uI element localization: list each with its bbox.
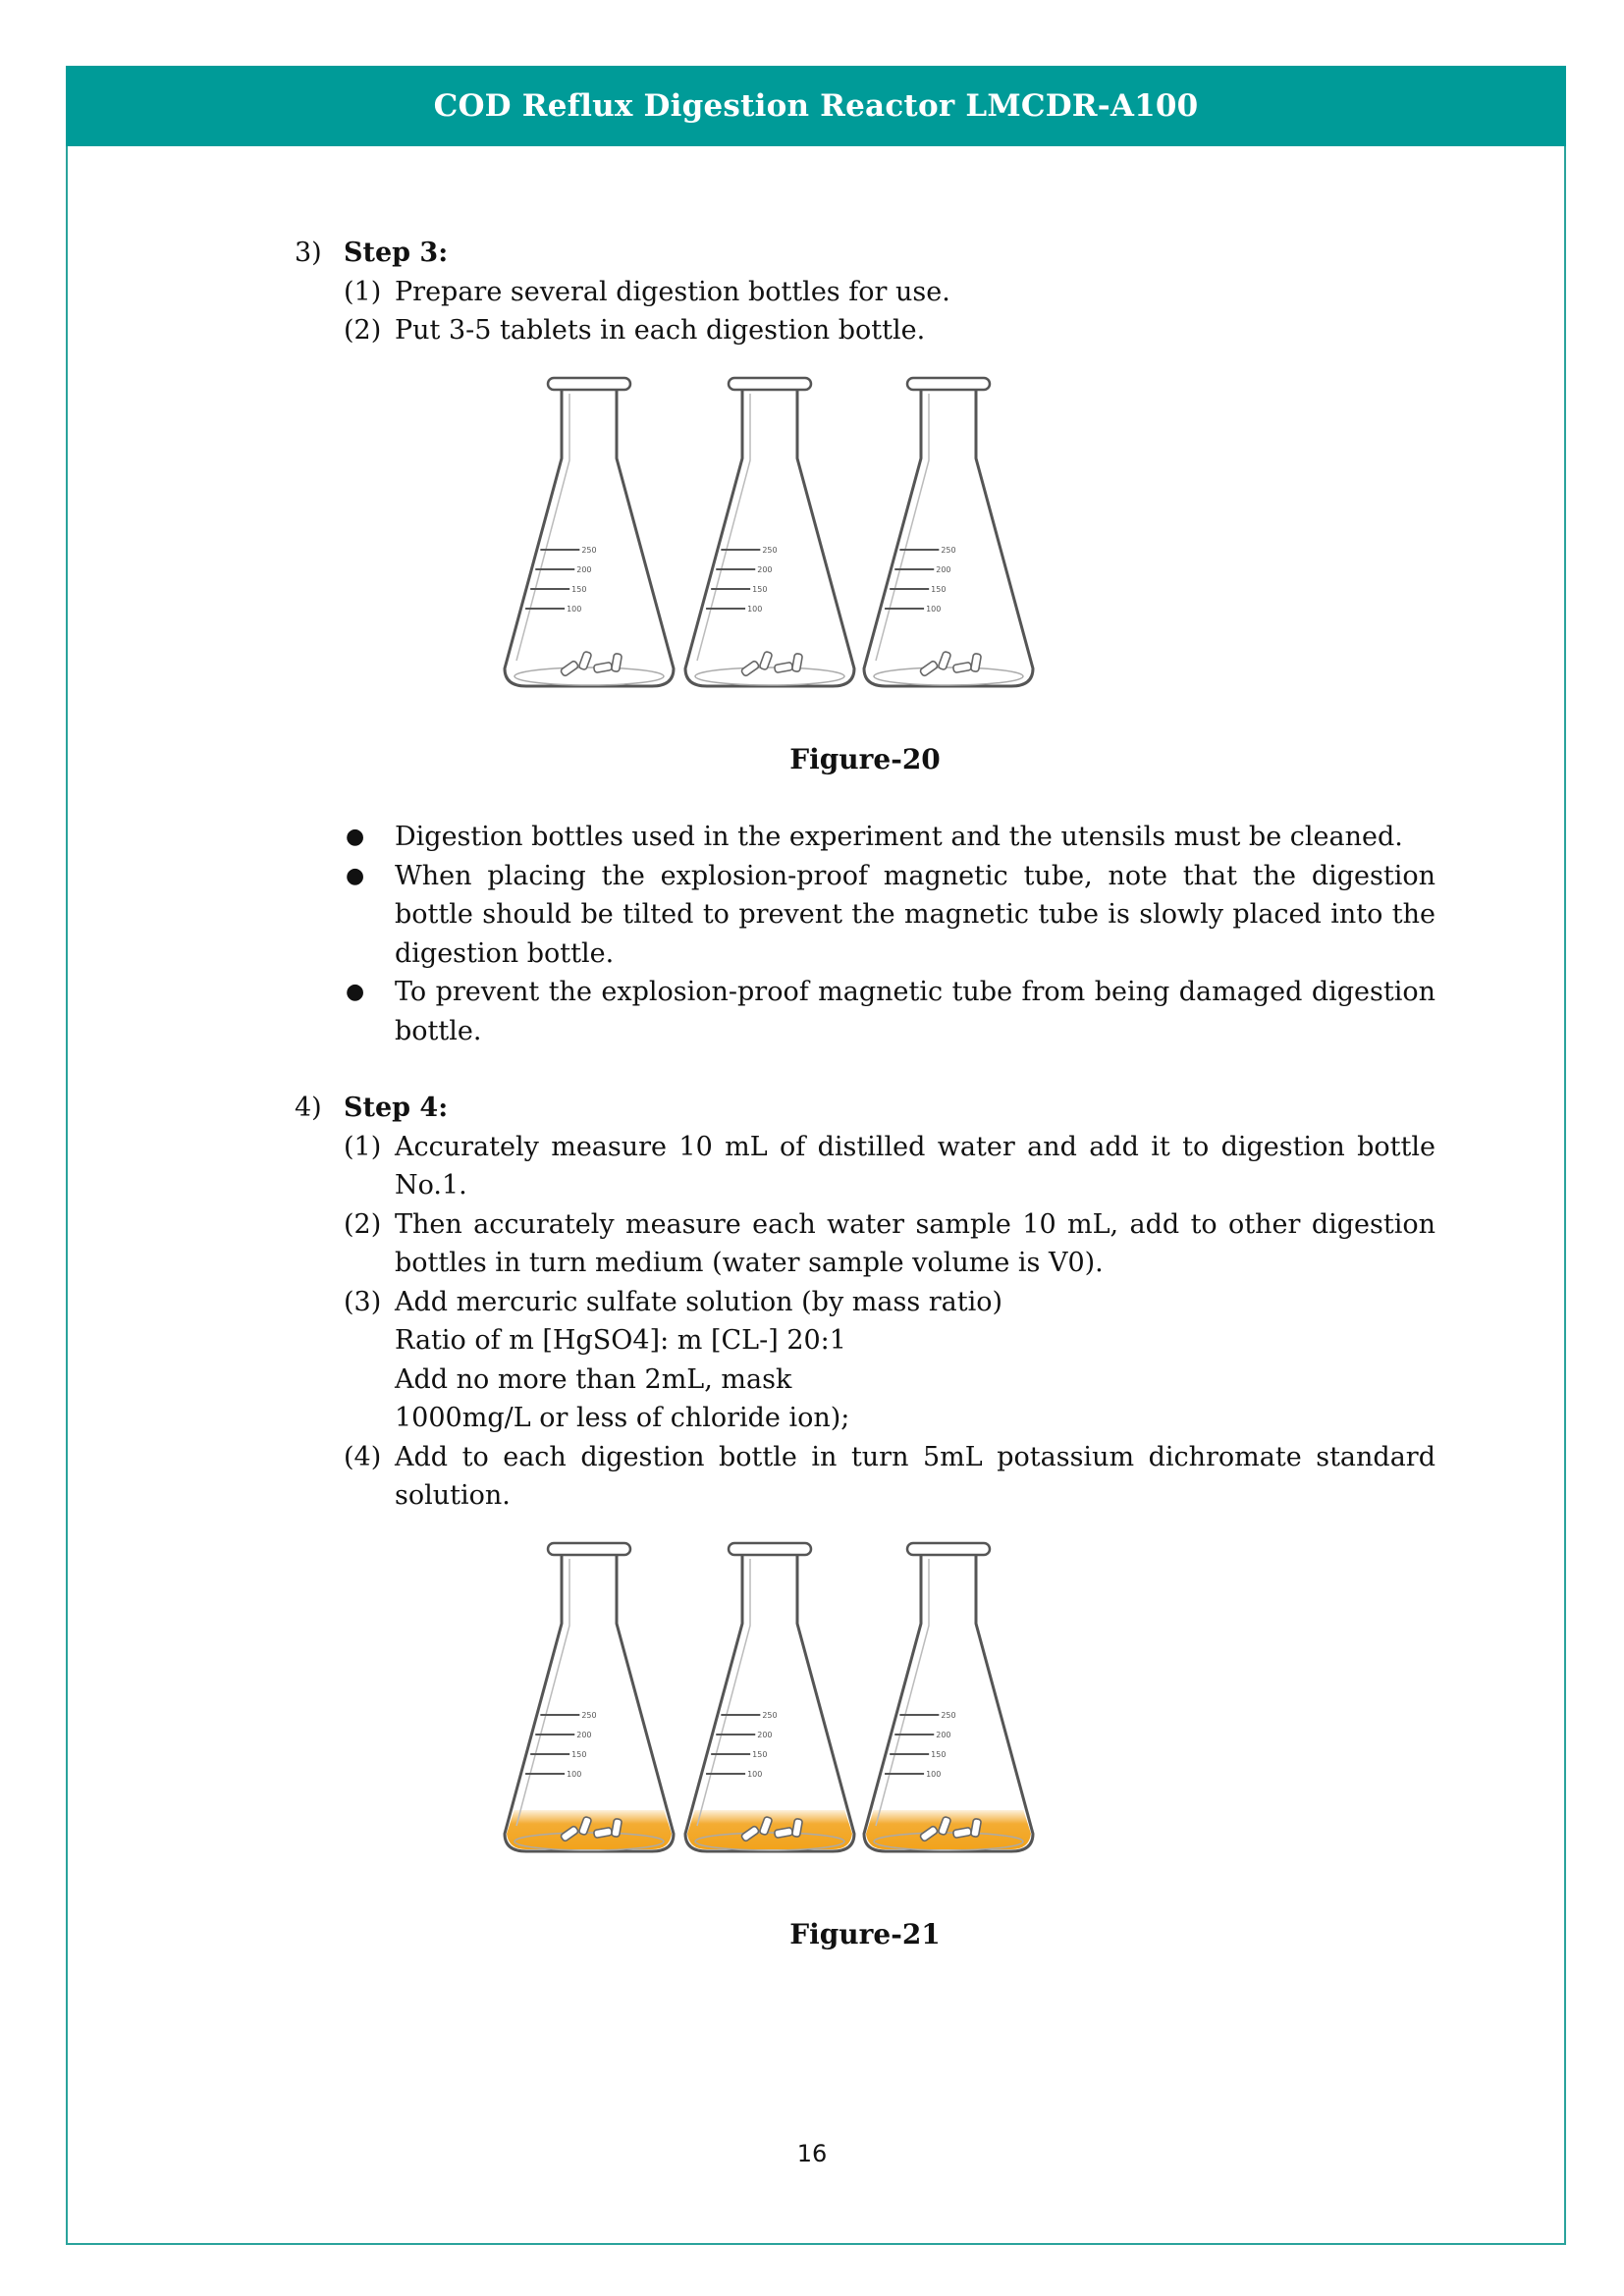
flask-illustration <box>295 1516 1435 1908</box>
item-index: (3) <box>344 1286 382 1317</box>
item-index: (1) <box>344 276 382 307</box>
liquid <box>507 1810 672 1849</box>
graduation-label: 150 <box>931 584 947 594</box>
tablet <box>740 660 759 676</box>
step-title: Step 4: <box>344 1093 449 1123</box>
flask-lip <box>907 1543 990 1555</box>
flask-3 <box>864 378 1033 686</box>
page-header <box>66 66 1566 146</box>
flask-outline <box>864 1555 1033 1851</box>
flask-base <box>695 667 844 685</box>
item-index: (1) <box>344 1131 382 1162</box>
graduation-label: 100 <box>926 604 942 614</box>
bullet-icon: ● <box>346 980 365 1004</box>
flask-outline <box>685 390 854 686</box>
item-text: Then accurately measure each water sample 10 mL, add to other digestion bottles in turn medium (water sample volume is V0). <box>395 1208 1435 1278</box>
flask-lip <box>548 1543 630 1555</box>
tablet <box>560 660 578 676</box>
flask-outline <box>505 390 674 686</box>
step-item <box>344 311 1435 350</box>
graduation-label: 200 <box>936 1730 951 1739</box>
graduation-label: 200 <box>757 1730 773 1739</box>
flask-base <box>874 667 1023 685</box>
flask-2 <box>685 378 854 686</box>
graduation-label: 200 <box>757 564 773 574</box>
step-item <box>344 1205 1435 1283</box>
graduation-label: 100 <box>567 604 582 614</box>
step-item <box>344 1438 1435 1516</box>
flask-lip <box>729 378 811 390</box>
liquid <box>687 1810 852 1849</box>
figure-caption: Figure-20 <box>789 742 941 775</box>
tablet <box>611 653 622 671</box>
graduation-label: 150 <box>571 1749 587 1759</box>
graduation-label: 150 <box>752 1749 768 1759</box>
figure-21 <box>295 1516 1435 1915</box>
step-number: 3) <box>295 238 322 268</box>
step-item <box>344 1283 1435 1438</box>
tablet <box>919 660 938 676</box>
item-line: Ratio of m [HgSO4]: m [CL-] 20:1 <box>395 1325 846 1356</box>
flask-lip <box>729 1543 811 1555</box>
item-line: 1000mg/L or less of chloride ion); <box>395 1403 850 1433</box>
graduation-label: 150 <box>571 584 587 594</box>
step-item <box>344 273 1435 312</box>
list-item <box>295 973 1435 1050</box>
item-index: (4) <box>344 1441 382 1472</box>
graduation-label: 250 <box>581 1710 597 1720</box>
header-title: COD Reflux Digestion Reactor LMCDR-A100 <box>433 88 1199 124</box>
item-line: Add mercuric sulfate solution (by mass ratio) <box>395 1286 1003 1317</box>
graduation-label: 250 <box>941 1710 956 1720</box>
graduation-label: 200 <box>576 564 592 574</box>
flask-outline <box>505 1555 674 1851</box>
page-number: 16 <box>796 2140 828 2167</box>
graduation-label: 200 <box>936 564 951 574</box>
tablet <box>593 662 612 672</box>
note-text: When placing the explosion-proof magnetic tube, note that the digestion bottle should be tilted to prevent the magnetic tube is slowly placed into the digestion bottle. <box>395 860 1435 969</box>
item-line: Add no more than 2mL, mask <box>395 1363 792 1395</box>
graduation-label: 200 <box>576 1730 592 1739</box>
graduation-label: 250 <box>941 545 956 555</box>
graduation-label: 100 <box>567 1769 582 1779</box>
item-index: (2) <box>344 1208 382 1240</box>
graduation-label: 100 <box>926 1769 942 1779</box>
flask-outline <box>685 1555 854 1851</box>
note-text: To prevent the explosion-proof magnetic tube from being damaged digestion bottle. <box>395 977 1435 1046</box>
tablet <box>774 662 792 672</box>
step-title: Step 3: <box>344 238 449 268</box>
figure-caption: Figure-21 <box>789 1917 941 1950</box>
flask-base <box>514 667 664 685</box>
step-3 <box>295 234 1435 350</box>
graduation-label: 100 <box>747 1769 763 1779</box>
graduation-label: 150 <box>752 584 768 594</box>
flask-2 <box>685 1543 854 1851</box>
notes-list <box>295 818 1435 1050</box>
tablet <box>791 653 802 671</box>
item-text: Add to each digestion bottle in turn 5mL potassium dichromate standard solution. <box>395 1441 1435 1511</box>
note-text: Digestion bottles used in the experiment and the utensils must be cleaned. <box>395 822 1403 852</box>
item-index: (2) <box>344 315 382 346</box>
tablet <box>952 662 971 672</box>
graduation-label: 250 <box>581 545 597 555</box>
liquid <box>866 1810 1031 1849</box>
flask-lip <box>907 378 990 390</box>
item-text: Accurately measure 10 mL of distilled water and add it to digestion bottle No.1. <box>395 1131 1435 1201</box>
flask-1 <box>505 378 674 686</box>
list-item <box>295 818 1435 857</box>
figure-20 <box>295 350 1435 740</box>
step-number: 4) <box>295 1093 322 1123</box>
graduation-label: 100 <box>747 604 763 614</box>
item-text: Put 3-5 tablets in each digestion bottle. <box>395 315 926 346</box>
flask-lip <box>548 378 630 390</box>
item-text: Prepare several digestion bottles for use. <box>395 276 950 307</box>
flask-1 <box>505 1543 674 1851</box>
flask-3 <box>864 1543 1033 1851</box>
graduation-label: 250 <box>762 545 778 555</box>
bullet-icon: ● <box>346 863 365 888</box>
graduation-label: 250 <box>762 1710 778 1720</box>
bullet-icon: ● <box>346 825 365 849</box>
step-item <box>344 1128 1435 1205</box>
graduation-label: 150 <box>931 1749 947 1759</box>
list-item <box>295 857 1435 974</box>
tablet <box>970 653 981 671</box>
flask-illustration <box>295 350 1435 743</box>
document-body <box>295 234 1435 1953</box>
flask-outline <box>864 390 1033 686</box>
step-4 <box>295 1089 1435 1516</box>
